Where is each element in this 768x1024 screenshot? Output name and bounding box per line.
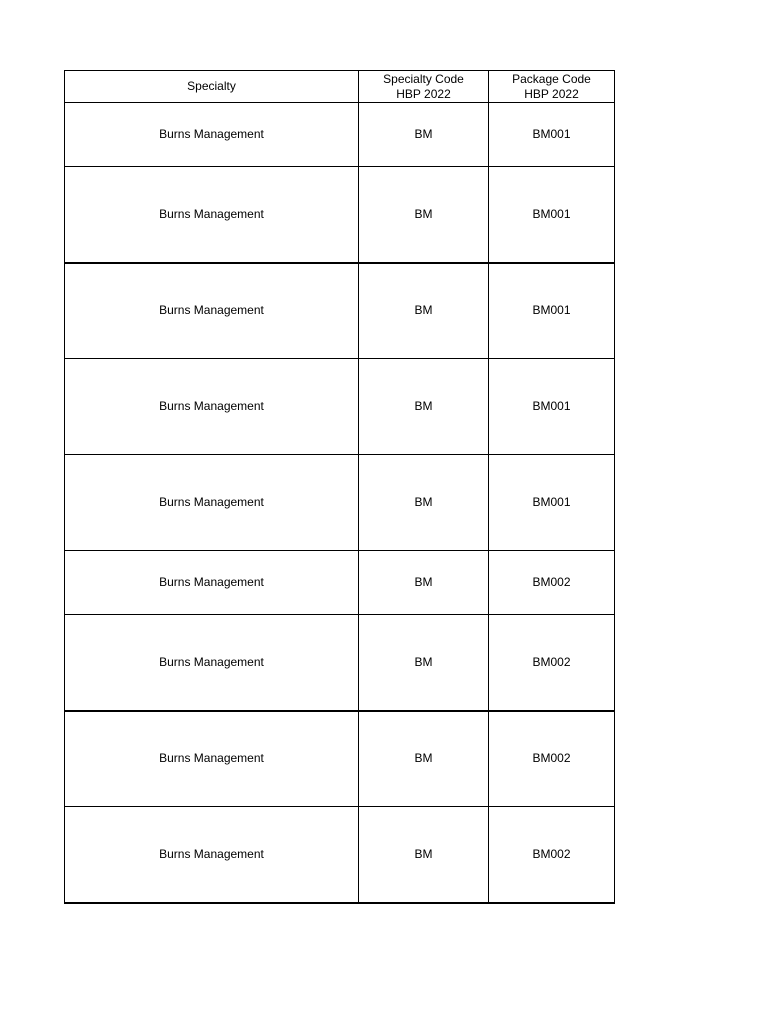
package-code-cell: BM001 <box>489 263 615 359</box>
table-row <box>65 359 615 455</box>
table-row <box>65 167 615 263</box>
specialty-cell: Burns Management <box>65 455 359 551</box>
package-code-cell: BM002 <box>489 615 615 711</box>
specialty-code-cell: BM <box>359 263 489 359</box>
table-row <box>65 711 615 807</box>
package-code-cell: BM002 <box>489 807 615 903</box>
table-row <box>65 103 615 167</box>
table-row <box>65 551 615 615</box>
specialty-cell: Burns Management <box>65 103 359 167</box>
package-code-cell: BM001 <box>489 167 615 263</box>
spreadsheet-page <box>64 70 615 904</box>
specialty-code-cell: BM <box>359 359 489 455</box>
header-package-code: Package Code HBP 2022 <box>489 71 615 103</box>
specialty-cell: Burns Management <box>65 359 359 455</box>
table-row <box>65 807 615 903</box>
header-specialty-code: Specialty Code HBP 2022 <box>359 71 489 103</box>
specialty-code-cell: BM <box>359 455 489 551</box>
specialty-code-cell: BM <box>359 103 489 167</box>
package-code-cell: BM001 <box>489 103 615 167</box>
package-table <box>64 70 615 904</box>
specialty-cell: Burns Management <box>65 551 359 615</box>
package-code-cell: BM001 <box>489 359 615 455</box>
specialty-code-cell: BM <box>359 167 489 263</box>
specialty-code-cell: BM <box>359 711 489 807</box>
package-code-cell: BM002 <box>489 711 615 807</box>
table-row <box>65 263 615 359</box>
specialty-code-cell: BM <box>359 807 489 903</box>
table-row <box>65 615 615 711</box>
specialty-cell: Burns Management <box>65 167 359 263</box>
header-row <box>65 71 615 103</box>
specialty-code-cell: BM <box>359 551 489 615</box>
table-row <box>65 455 615 551</box>
specialty-cell: Burns Management <box>65 807 359 903</box>
specialty-code-cell: BM <box>359 615 489 711</box>
specialty-cell: Burns Management <box>65 711 359 807</box>
package-code-cell: BM001 <box>489 455 615 551</box>
package-code-cell: BM002 <box>489 551 615 615</box>
specialty-cell: Burns Management <box>65 615 359 711</box>
specialty-cell: Burns Management <box>65 263 359 359</box>
header-specialty: Specialty <box>65 71 359 103</box>
